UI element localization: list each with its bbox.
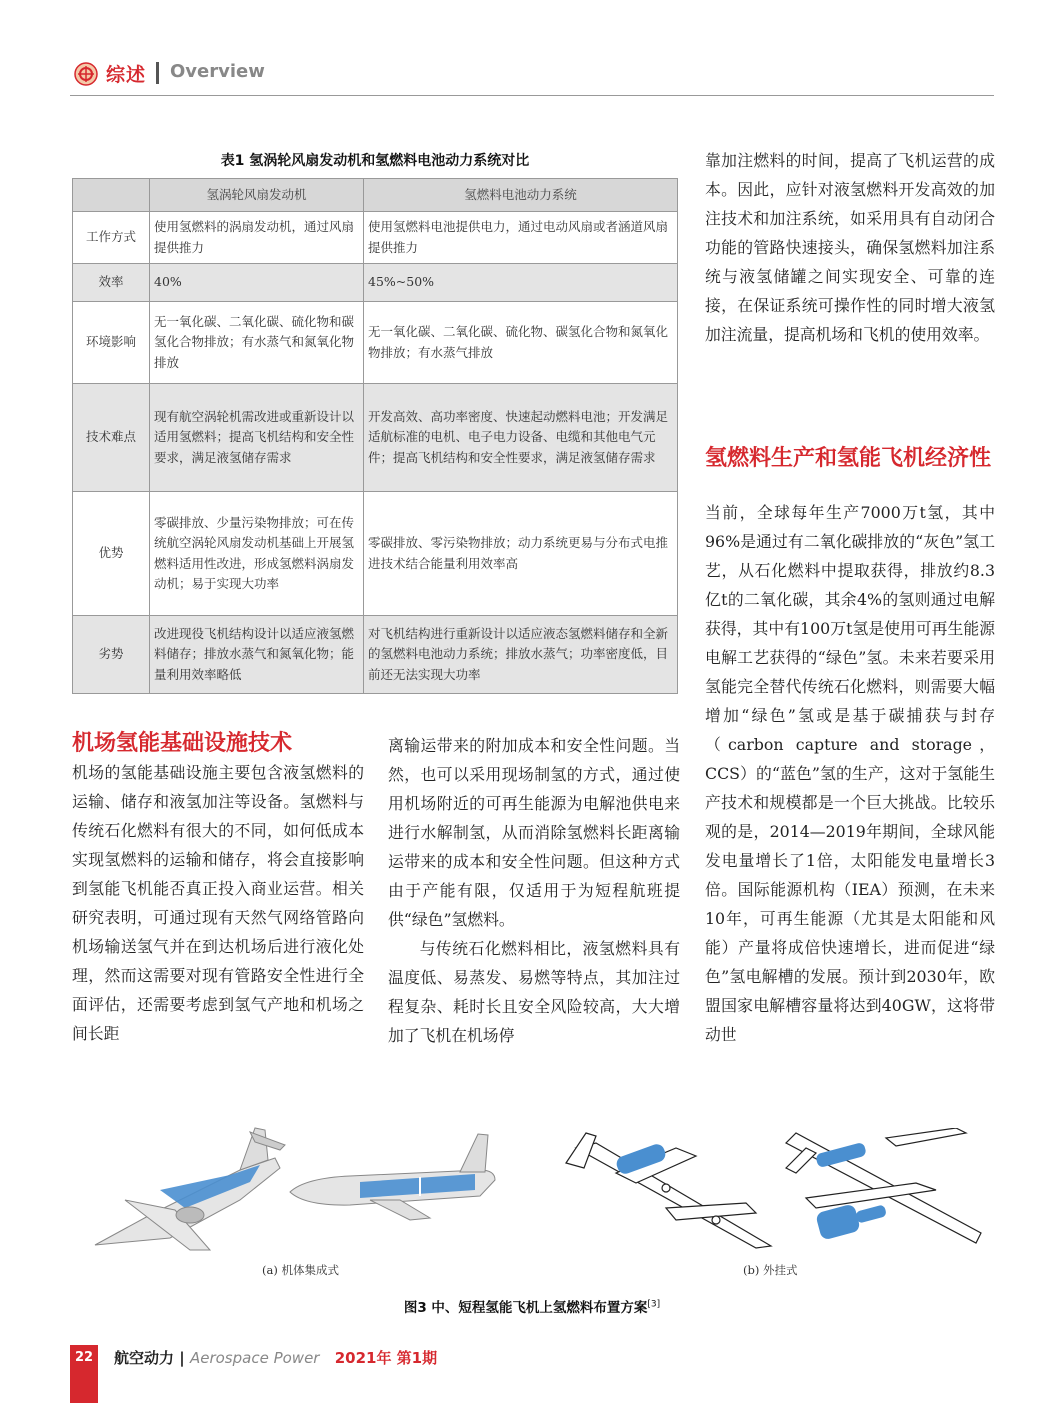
table-row (73, 492, 678, 616)
integrated-tank-aircraft-1 (95, 1128, 285, 1250)
table-header-cell: 氢燃料电池动力系统 (364, 179, 678, 212)
paragraph: 机场的氢能基础设施主要包含液氢燃料的运输、储存和液氢加注等设备。氢燃料与传统石化燃料有很大的不同，如何低成本实现氢燃料的运输和储存，将会直接影响到氢能飞机能否真正投入商业运营。相关研究表明，可通过现有天然气网络管路向机场输送氢气并在到达机场后进行液化处理，然而这需要对现有管路安全性进行全面评估，还需要考虑到氢气产地和机场之间长距 (72, 763, 364, 1043)
footer-journal (114, 1347, 437, 1368)
paragraph: 离输运带来的附加成本和安全性问题。当然，也可以采用现场制氢的方式，通过使用机场附近的可再生能源为电解池供电来进行水解制氢，从而消除氢燃料长距离输运带来的成本和安全性问题。但这种方式由于产能有限，仅适用于为短程航班提供“绿色”氢燃料。 (388, 736, 680, 929)
external-tank-aircraft-2 (786, 1128, 981, 1243)
table-row (73, 384, 678, 492)
body-column-3-top (705, 146, 995, 349)
paragraph: 靠加注燃料的时间，提高了飞机运营的成本。因此，应针对液氢燃料开发高效的加注技术和加注系统，如采用具有自动闭合功能的管路快速接头，确保氢燃料加注系统与液氢储罐之间实现安全、可靠的连接，在保证系统可操作性的同时增大液氢加注流量，提高机场和飞机的使用效率。 (705, 151, 995, 344)
body-column-1 (72, 758, 364, 1048)
header-rule (70, 95, 994, 96)
table-cell: 开发高效、高功率密度、快速起动燃料电池；开发满足适航标准的电机、电子电力设备、电缆和其他电气元件；提高飞机结构和安全性要求，满足液氢储存需求 (364, 384, 678, 492)
section-label-cn: 综述 (106, 64, 147, 86)
table-header-cell (73, 179, 150, 212)
row-header: 环境影响 (73, 302, 150, 384)
journal-issue: 2021年 第1期 (334, 1349, 438, 1367)
paragraph: 与传统石化燃料相比，液氢燃料具有温度低、易蒸发、易燃等特点，其加注过程复杂、耗时长且安全风险较高，大大增加了飞机在机场停 (388, 939, 680, 1045)
comparison-table (72, 178, 678, 694)
integrated-tank-aircraft-2 (290, 1134, 495, 1220)
row-header: 效率 (73, 264, 150, 302)
table-row (73, 212, 678, 264)
table-cell: 零碳排放、零污染物排放；动力系统更易与分布式电推进技术结合能量利用效率高 (364, 492, 678, 616)
table-header-row (73, 179, 678, 212)
row-header: 技术难点 (73, 384, 150, 492)
page-number: 22 (74, 1350, 94, 1365)
table-cell: 零碳排放、少量污染物排放；可在传统航空涡轮风扇发动机基础上开展氢燃料适用性改进，形成氢燃料涡扇发动机；易于实现大功率 (150, 492, 364, 616)
table-row (73, 302, 678, 384)
row-header: 劣势 (73, 616, 150, 694)
figure-b-aircraft-illustration (556, 1128, 986, 1263)
figure-caption-a: (a) 机体集成式 (262, 1263, 339, 1277)
row-header: 工作方式 (73, 212, 150, 264)
figure-caption-b: (b) 外挂式 (743, 1263, 798, 1277)
body-column-2 (388, 731, 680, 1050)
table-row (73, 264, 678, 302)
figure-reference: [3] (647, 1299, 661, 1310)
table-row (73, 616, 678, 694)
table-cell: 现有航空涡轮机需改进或重新设计以适用氢燃料；提高飞机结构和安全性要求，满足液氢储存需求 (150, 384, 364, 492)
row-header: 优势 (73, 492, 150, 616)
table-cell: 使用氢燃料电池提供电力，通过电动风扇或者涵道风扇提供推力 (364, 212, 678, 264)
section-title-economics: 氢燃料生产和氢能飞机经济性 (705, 446, 992, 471)
figure-a-aircraft-illustration (90, 1120, 510, 1255)
footer-separator: | (179, 1349, 185, 1367)
table-cell: 45%~50% (364, 264, 678, 302)
external-tank (815, 1203, 861, 1240)
figure-title-text: 图3 中、短程氢能飞机上氢燃料布置方案 (403, 1300, 648, 1316)
table-title: 表1 氢涡轮风扇发动机和氢燃料电池动力系统对比 (220, 153, 530, 169)
table-cell: 40% (150, 264, 364, 302)
external-tank-aircraft-1 (566, 1133, 771, 1248)
table-cell: 无一氧化碳、二氧化碳、硫化物和碳氢化合物排放；有水蒸气和氮氧化物排放 (150, 302, 364, 384)
section-label-en: Overview (170, 61, 265, 82)
table-cell: 对飞机结构进行重新设计以适应液态氢燃料储存和全新的氢燃料电池动力系统；排放水蒸气；功率密度低，目前还无法实现大功率 (364, 616, 678, 694)
journal-name-en: Aerospace Power (189, 1349, 320, 1367)
header-divider (156, 62, 159, 84)
table-cell: 改进现役飞机结构设计以适应液氢燃料储存；排放水蒸气和氮氧化物；能量利用效率略低 (150, 616, 364, 694)
body-column-3-bottom (705, 498, 995, 1049)
section-title-airport: 机场氢能基础设施技术 (72, 731, 293, 756)
table-cell: 无一氧化碳、二氧化碳、硫化物、碳氢化合物和氮氧化物排放；有水蒸气排放 (364, 302, 678, 384)
figure-title (70, 1296, 994, 1316)
table-cell: 使用氢燃料的涡扇发动机，通过风扇提供推力 (150, 212, 364, 264)
journal-logo-icon (74, 62, 98, 86)
journal-name-cn: 航空动力 (114, 1349, 175, 1367)
table-header-cell: 氢涡轮风扇发动机 (150, 179, 364, 212)
paragraph: 当前，全球每年生产7000万t氢，其中96%是通过有二氧化碳排放的“灰色”氢工艺，从石化燃料中提取获得，排放约8.3亿t的二氧化碳，其余4%的氢则通过电解获得，其中有100万t氢是使用可再生能源电解工艺获得的“绿色”氢。未来若要采用氢能完全替代传统石化燃料，则需要大幅增加“绿色”氢或是基于碳捕获与封存（carbon capture and storage，CCS）的“蓝色”氢的生产，这对于氢能生产技术和规模都是一个巨大挑战。比较乐观的是，2014—2019年期间，全球风能发电量增长了1倍，太阳能发电量增长3倍。国际能源机构（IEA）预测，在未来10年，可再生能源（尤其是太阳能和风能）产量将成倍快速增长，进而促进“绿色”氢电解槽的发展。预计到2030年，欧盟国家电解槽容量将达到40GW，这将带动世 (705, 503, 995, 1044)
external-tank (855, 1204, 887, 1223)
